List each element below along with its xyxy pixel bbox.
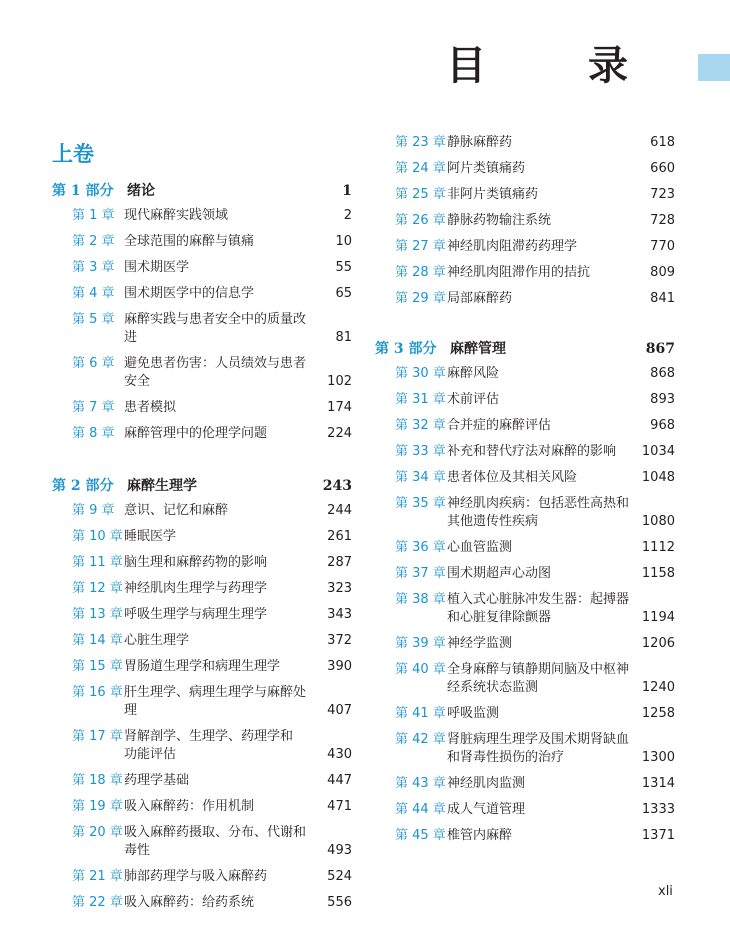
- chapter-title: 肾解剖学、生理学、药理学和 功能评估: [124, 729, 294, 762]
- toc-entry[interactable]: [52, 580, 352, 598]
- toc-entry[interactable]: [375, 443, 675, 461]
- chapter-title: 成人气道管理: [447, 802, 526, 817]
- chapter-page: 868: [650, 366, 675, 381]
- toc-entry[interactable]: [52, 554, 352, 572]
- part-title: 绪论: [127, 183, 155, 199]
- chapter-page: 10: [335, 234, 352, 249]
- chapter-page: 556: [327, 895, 352, 910]
- part-page: 1: [342, 183, 352, 199]
- chapter-number: 第 37 章: [395, 566, 446, 581]
- chapter-title: 药理学基础: [124, 773, 190, 788]
- chapter-title: 患者体位及其相关风险: [447, 470, 578, 485]
- chapter-title: 呼吸监测: [447, 706, 500, 721]
- chapter-page: 102: [327, 374, 352, 389]
- chapter-title: 椎管内麻醉: [447, 828, 513, 843]
- toc-entry[interactable]: [375, 495, 675, 531]
- chapter-page: 841: [650, 291, 675, 306]
- chapter-title: 现代麻醉实践领域: [124, 208, 229, 223]
- chapter-title: 局部麻醉药: [447, 291, 513, 306]
- toc-entry[interactable]: [52, 207, 352, 225]
- toc-entry[interactable]: [52, 798, 352, 816]
- toc-entry[interactable]: [52, 606, 352, 624]
- chapter-number: 第 8 章: [72, 426, 115, 441]
- toc-entry[interactable]: [52, 728, 352, 764]
- chapter-page: 723: [650, 187, 675, 202]
- toc-entry[interactable]: [52, 632, 352, 650]
- chapter-number: 第 13 章: [72, 607, 123, 622]
- chapter-title: 神经肌肉阻滞药药理学: [447, 239, 578, 254]
- chapter-page: 65: [335, 286, 352, 301]
- chapter-page: 2: [343, 208, 352, 223]
- part-title: 麻醉生理学: [127, 478, 197, 494]
- chapter-title: 阿片类镇痛药: [447, 161, 526, 176]
- chapter-number: 第 32 章: [395, 418, 446, 433]
- part-number: 第 3 部分: [375, 341, 437, 357]
- chapter-number: 第 14 章: [72, 633, 123, 648]
- chapter-title: 围术期超声心动图: [447, 566, 552, 581]
- chapter-page: 728: [650, 213, 675, 228]
- chapter-title: 补充和替代疗法对麻醉的影响: [447, 444, 617, 459]
- chapter-title: 静脉药物输注系统: [447, 213, 552, 228]
- chapter-number: 第 26 章: [395, 213, 446, 228]
- chapter-title: 神经肌肉阻滞作用的拮抗: [447, 265, 591, 280]
- chapter-page: 1300: [641, 750, 675, 765]
- chapter-number: 第 38 章: [395, 592, 446, 607]
- toc-entry[interactable]: [52, 355, 352, 391]
- toc-column-right: [375, 134, 675, 853]
- toc-entry[interactable]: [52, 502, 352, 520]
- page-number: xli: [658, 884, 673, 899]
- part-heading[interactable]: [375, 338, 675, 360]
- chapter-page: 1314: [641, 776, 675, 791]
- chapter-page: 1371: [641, 828, 675, 843]
- chapter-page: 660: [650, 161, 675, 176]
- toc-entry[interactable]: [52, 528, 352, 546]
- toc-entry[interactable]: [52, 399, 352, 417]
- chapter-title: 围术期医学: [124, 260, 190, 275]
- chapter-page: 1333: [641, 802, 675, 817]
- chapter-title: 麻醉管理中的伦理学问题: [124, 426, 268, 441]
- toc-entry[interactable]: [375, 731, 675, 767]
- chapter-page: 407: [327, 703, 352, 718]
- chapter-number: 第 3 章: [72, 260, 115, 275]
- chapter-page: 323: [327, 581, 352, 596]
- chapter-number: 第 39 章: [395, 636, 446, 651]
- chapter-page: 1034: [641, 444, 675, 459]
- toc-entry[interactable]: [375, 391, 675, 409]
- part-page: 243: [322, 478, 352, 494]
- chapter-number: 第 1 章: [72, 208, 115, 223]
- toc-entry[interactable]: [375, 264, 675, 282]
- chapter-number: 第 18 章: [72, 773, 123, 788]
- chapter-number: 第 10 章: [72, 529, 123, 544]
- chapter-page: 174: [327, 400, 352, 415]
- chapter-page: 1158: [641, 566, 675, 581]
- toc-entry[interactable]: [52, 772, 352, 790]
- chapter-title: 麻醉风险: [447, 366, 500, 381]
- toc-entry[interactable]: [375, 565, 675, 583]
- toc-column-left: [52, 180, 352, 920]
- chapter-title: 肝生理学、病理生理学与麻醉处理: [124, 685, 307, 718]
- toc-entry[interactable]: [375, 238, 675, 256]
- toc-entry[interactable]: [375, 290, 675, 308]
- chapter-number: 第 12 章: [72, 581, 123, 596]
- section-spacer: [52, 451, 352, 475]
- chapter-page: 968: [650, 418, 675, 433]
- part-heading[interactable]: [52, 475, 352, 497]
- chapter-page: 524: [327, 869, 352, 884]
- part-number: 第 2 部分: [52, 478, 114, 494]
- chapter-number: 第 35 章: [395, 496, 446, 511]
- chapter-number: 第 34 章: [395, 470, 446, 485]
- chapter-title: 术前评估: [447, 392, 500, 407]
- toc-entry[interactable]: [375, 591, 675, 627]
- chapter-title: 睡眠医学: [124, 529, 177, 544]
- chapter-title: 吸入麻醉药：给药系统: [124, 895, 255, 910]
- chapter-title: 麻醉实践与患者安全中的质量改进: [124, 312, 307, 345]
- toc-entry[interactable]: [52, 868, 352, 886]
- chapter-title: 非阿片类镇痛药: [447, 187, 539, 202]
- chapter-title: 植入式心脏脉冲发生器：起搏器 和心脏复律除颤器: [447, 592, 630, 625]
- toc-entry[interactable]: [375, 469, 675, 487]
- chapter-title: 肺部药理学与吸入麻醉药: [124, 869, 268, 884]
- chapter-number: 第 25 章: [395, 187, 446, 202]
- chapter-page: 261: [327, 529, 352, 544]
- chapter-page: 430: [327, 747, 352, 762]
- toc-entry[interactable]: [52, 658, 352, 676]
- chapter-title: 神经学监测: [447, 636, 513, 651]
- chapter-page: 390: [327, 659, 352, 674]
- chapter-title: 心血管监测: [447, 540, 513, 555]
- chapter-title: 脑生理和麻醉药物的影响: [124, 555, 268, 570]
- chapter-title: 围术期医学中的信息学: [124, 286, 255, 301]
- chapter-page: 1080: [641, 514, 675, 529]
- chapter-number: 第 40 章: [395, 662, 446, 677]
- chapter-title: 肾脏病理生理学及围术期肾缺血 和肾毒性损伤的治疗: [447, 732, 630, 765]
- chapter-number: 第 33 章: [395, 444, 446, 459]
- chapter-title: 吸入麻醉药摄取、分布、代谢和 毒性: [124, 825, 307, 858]
- toc-entry[interactable]: [375, 801, 675, 819]
- chapter-page: 1194: [641, 610, 675, 625]
- chapter-number: 第 29 章: [395, 291, 446, 306]
- chapter-number: 第 42 章: [395, 732, 446, 747]
- chapter-page: 770: [650, 239, 675, 254]
- chapter-page: 81: [335, 330, 352, 345]
- chapter-title: 静脉麻醉药: [447, 135, 513, 150]
- chapter-number: 第 21 章: [72, 869, 123, 884]
- chapter-title: 神经肌肉监测: [447, 776, 526, 791]
- chapter-page: 287: [327, 555, 352, 570]
- chapter-number: 第 9 章: [72, 503, 115, 518]
- toc-entry[interactable]: [375, 705, 675, 723]
- section-spacer: [375, 316, 675, 338]
- toc-entry[interactable]: [52, 684, 352, 720]
- chapter-page: 618: [650, 135, 675, 150]
- chapter-page: 244: [327, 503, 352, 518]
- chapter-number: 第 15 章: [72, 659, 123, 674]
- chapter-number: 第 44 章: [395, 802, 446, 817]
- toc-entry[interactable]: [52, 233, 352, 251]
- toc-entry[interactable]: [52, 425, 352, 443]
- chapter-number: 第 43 章: [395, 776, 446, 791]
- chapter-number: 第 17 章: [72, 729, 123, 744]
- part-heading[interactable]: [52, 180, 352, 202]
- toc-entry[interactable]: [52, 259, 352, 277]
- toc-entry[interactable]: [375, 539, 675, 557]
- chapter-number: 第 36 章: [395, 540, 446, 555]
- toc-entry[interactable]: [52, 285, 352, 303]
- toc-entry[interactable]: [375, 160, 675, 178]
- chapter-number: 第 22 章: [72, 895, 123, 910]
- chapter-number: 第 41 章: [395, 706, 446, 721]
- chapter-title: 合并症的麻醉评估: [447, 418, 552, 433]
- chapter-number: 第 24 章: [395, 161, 446, 176]
- chapter-number: 第 30 章: [395, 366, 446, 381]
- chapter-title: 患者模拟: [124, 400, 177, 415]
- volume-heading: 上卷: [52, 142, 94, 166]
- chapter-title: 全球范围的麻醉与镇痛: [124, 234, 255, 249]
- chapter-number: 第 2 章: [72, 234, 115, 249]
- chapter-title: 意识、记忆和麻醉: [124, 503, 229, 518]
- chapter-number: 第 16 章: [72, 685, 123, 700]
- chapter-page: 224: [327, 426, 352, 441]
- chapter-page: 1240: [641, 680, 675, 695]
- chapter-number: 第 31 章: [395, 392, 446, 407]
- chapter-page: 447: [327, 773, 352, 788]
- chapter-page: 1258: [641, 706, 675, 721]
- chapter-page: 471: [327, 799, 352, 814]
- chapter-page: 1112: [641, 540, 675, 555]
- chapter-title: 避免患者伤害：人员绩效与患者安全: [124, 356, 307, 389]
- chapter-page: 893: [650, 392, 675, 407]
- chapter-title: 呼吸生理学与病理生理学: [124, 607, 268, 622]
- toc-entry[interactable]: [52, 824, 352, 860]
- toc-entry[interactable]: [375, 635, 675, 653]
- chapter-number: 第 27 章: [395, 239, 446, 254]
- chapter-number: 第 28 章: [395, 265, 446, 280]
- chapter-title: 全身麻醉与镇静期间脑及中枢神 经系统状态监测: [447, 662, 630, 695]
- chapter-page: 493: [327, 843, 352, 858]
- part-title: 麻醉管理: [450, 341, 506, 357]
- chapter-number: 第 4 章: [72, 286, 115, 301]
- chapter-number: 第 45 章: [395, 828, 446, 843]
- toc-entry[interactable]: [375, 186, 675, 204]
- toc-entry[interactable]: [52, 311, 352, 347]
- toc-entry[interactable]: [375, 661, 675, 697]
- part-number: 第 1 部分: [52, 183, 114, 199]
- chapter-page: 1048: [641, 470, 675, 485]
- chapter-number: 第 19 章: [72, 799, 123, 814]
- part-page: 867: [645, 341, 675, 357]
- chapter-page: 55: [335, 260, 352, 275]
- page-title: 目 录: [446, 42, 672, 89]
- title-accent-bar: [698, 54, 730, 81]
- chapter-number: 第 11 章: [72, 555, 123, 570]
- toc-entry[interactable]: [52, 894, 352, 912]
- toc-entry[interactable]: [375, 212, 675, 230]
- chapter-page: 809: [650, 265, 675, 280]
- chapter-title: 神经肌肉疾病：包括恶性高热和 其他遗传性疾病: [447, 496, 630, 529]
- chapter-title: 胃肠道生理学和病理生理学: [124, 659, 281, 674]
- chapter-number: 第 7 章: [72, 400, 115, 415]
- chapter-number: 第 23 章: [395, 135, 446, 150]
- chapter-page: 1206: [641, 636, 675, 651]
- toc-entry[interactable]: [375, 775, 675, 793]
- chapter-page: 343: [327, 607, 352, 622]
- chapter-number: 第 5 章: [72, 312, 115, 327]
- chapter-number: 第 20 章: [72, 825, 123, 840]
- toc-entry[interactable]: [375, 365, 675, 383]
- chapter-title: 吸入麻醉药：作用机制: [124, 799, 255, 814]
- chapter-title: 心脏生理学: [124, 633, 190, 648]
- chapter-number: 第 6 章: [72, 356, 115, 371]
- chapter-title: 神经肌肉生理学与药理学: [124, 581, 268, 596]
- chapter-page: 372: [327, 633, 352, 648]
- toc-entry[interactable]: [375, 134, 675, 152]
- toc-entry[interactable]: [375, 827, 675, 845]
- toc-entry[interactable]: [375, 417, 675, 435]
